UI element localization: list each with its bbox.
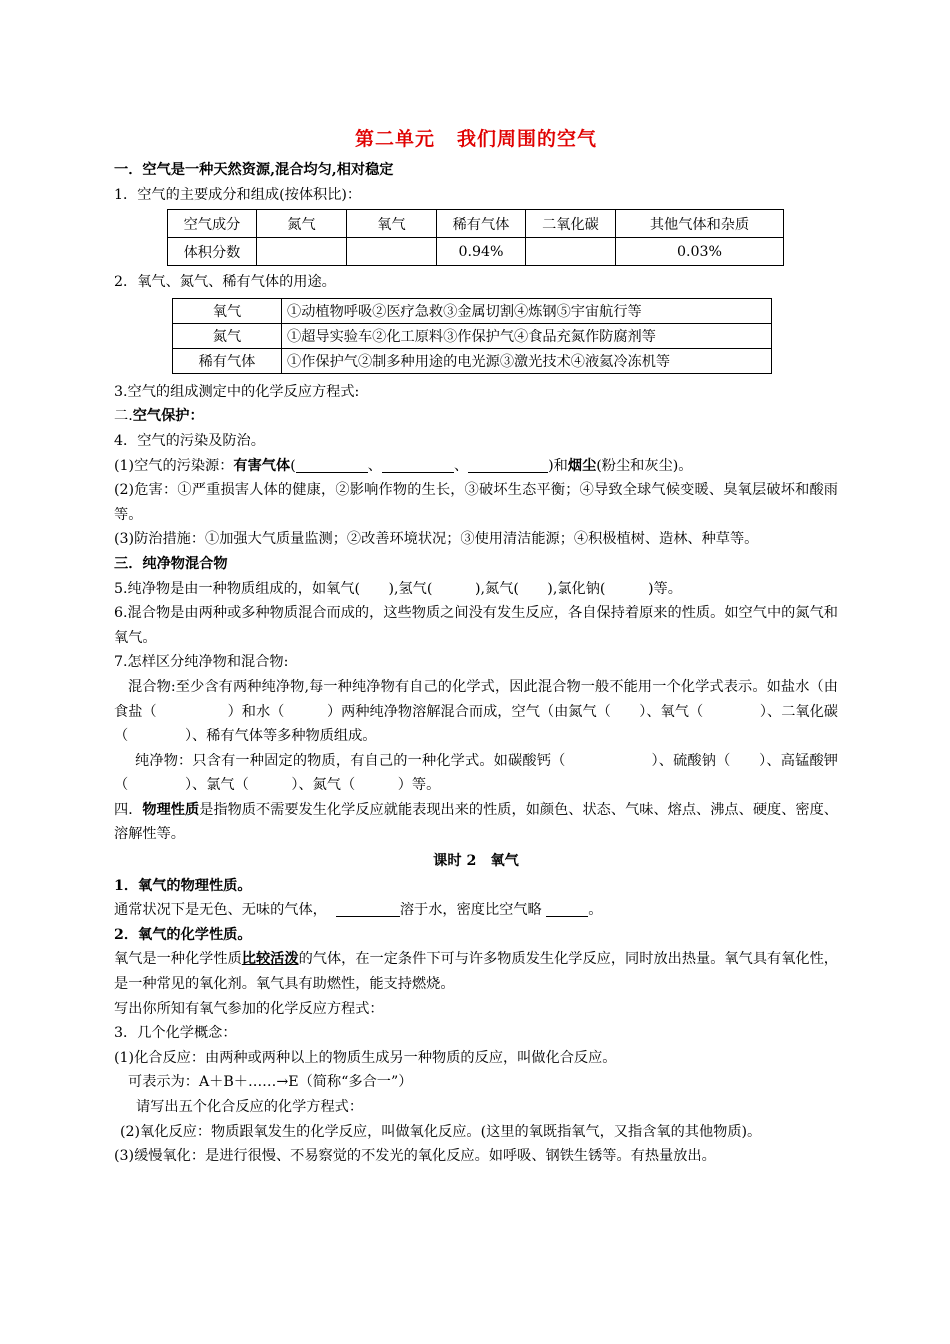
table-cell: ①超导实验车②化工原料③作保护气④食品充氮作防腐剂等 bbox=[282, 323, 772, 348]
table-header-row bbox=[168, 210, 784, 238]
section-3-heading: 三．纯净物混合物 bbox=[114, 555, 228, 572]
answer-blank[interactable] bbox=[546, 901, 588, 917]
text: ( bbox=[290, 457, 296, 474]
text: 、 bbox=[453, 457, 469, 474]
question-2: 2．氧气、氮气、稀有气体的用途。 bbox=[114, 274, 336, 291]
table-row bbox=[173, 323, 772, 348]
question-7: 7.怎样区分纯净物和混合物: bbox=[114, 654, 289, 671]
oxygen-reactions-prompt: 写出你所知有氧气参加的化学反应方程式： bbox=[114, 1000, 384, 1017]
table-cell bbox=[257, 238, 347, 266]
text: 是指物质不需要发生化学反应就能表现出来的性质，如颜色、状态、气味、熔点、沸点、硬度、密度、溶解性等。 bbox=[114, 801, 838, 843]
text: (粉尘和灰尘)。 bbox=[596, 457, 693, 474]
section-4-title: 物理性质 bbox=[142, 801, 200, 818]
table-cell bbox=[526, 238, 616, 266]
table-row bbox=[173, 348, 772, 373]
text: 的气体，在一定条件下可与许多物质发生化学反应，同时放出热量。氧气具有氧化性，是一种常见的氧化剂。氧气具有助燃性，能支持燃烧。 bbox=[114, 951, 838, 993]
question-5: 5.纯净物是由一种物质组成的，如氧气( ),氢气( ),氮气( ),氯化钠( )等。 bbox=[114, 580, 682, 597]
concept-slow-oxidation: (3)缓慢氧化：是进行很慢、不易察觉的不发光的氧化反应。如呼吸、钢铁生锈等。有热量放出。 bbox=[114, 1148, 716, 1165]
section-2-title: 空气保护： bbox=[132, 408, 204, 425]
oxygen-chemical-text bbox=[114, 947, 838, 996]
concept-combination: (1)化合反应：由两种或两种以上的物质生成另一种物质的反应，叫做化合反应。 bbox=[114, 1049, 617, 1066]
table-cell: 稀有气体 bbox=[437, 210, 526, 238]
emphasis-text: 比较活泼 bbox=[241, 951, 299, 968]
table-cell: ①作保护气②制多种用途的电光源③激光技术④液氦冷冻机等 bbox=[282, 348, 772, 373]
table-cell: 二氧化碳 bbox=[526, 210, 616, 238]
table-row bbox=[173, 298, 772, 323]
pollution-hazards: (2)危害：①严重损害人体的健康，②影响作物的生长，③破坏生态平衡；④导致全球气候变暖、臭氧层破坏和酸雨等。 bbox=[114, 482, 838, 523]
section-2-heading bbox=[114, 404, 838, 429]
question-6: 6.混合物是由两种或多种物质混合而成的，这些物质之间没有发生反应，各自保持着原来的性质。如空气中的氮气和氧气。 bbox=[114, 605, 838, 646]
text: 有害气体 bbox=[233, 457, 291, 474]
document-page bbox=[114, 118, 838, 1169]
answer-blank[interactable] bbox=[296, 457, 368, 473]
answer-blank[interactable] bbox=[468, 457, 548, 473]
table-cell: 0.03% bbox=[616, 238, 784, 266]
table-cell bbox=[347, 238, 437, 266]
pure-substance-paragraph: 纯净物：只含有一种固定的物质，有自己的一种化学式。如碳酸钙（ ）、硫酸钠（ ）、高锰酸钾（ ）、氯气（ ）、氮气（ ）等。 bbox=[114, 752, 838, 794]
section-4-number: 四． bbox=[114, 801, 143, 818]
combination-expression: 可表示为：A＋B＋……→E（简称“多合一”） bbox=[128, 1074, 413, 1091]
table-cell: 氮气 bbox=[257, 210, 347, 238]
text: 烟尘 bbox=[567, 457, 597, 474]
table-cell: 空气成分 bbox=[168, 210, 257, 238]
air-composition-table bbox=[167, 209, 784, 266]
section-2-number: 二. bbox=[114, 408, 133, 425]
oxygen-chemical-heading: 2．氧气的化学性质。 bbox=[114, 926, 252, 943]
oxygen-physical-heading: 1．氧气的物理性质。 bbox=[114, 877, 252, 894]
section-4 bbox=[114, 798, 838, 847]
text: 通常状况下是无色、无味的气体， bbox=[114, 902, 327, 919]
table-cell: 体积分数 bbox=[168, 238, 257, 266]
mixture-paragraph: 混合物:至少含有两种纯净物,每一种纯净物有自己的化学式，因此混合物一般不能用一个化学式表示。如盐水（由食盐（ ）和水（ ）两种纯净物溶解混合而成，空气（由氮气（ ）、氧气（ ）、二氧化碳（ ）、稀有气体等多种物质组成。 bbox=[114, 678, 838, 745]
text: 、 bbox=[367, 457, 382, 474]
answer-blank[interactable] bbox=[336, 901, 400, 917]
pollution-sources bbox=[114, 454, 838, 479]
unit-name: 我们周围的空气 bbox=[457, 128, 598, 150]
table-cell: 0.94% bbox=[437, 238, 526, 266]
concept-oxidation: (2)氧化反应：物质跟氧发生的化学反应，叫做氧化反应。(这里的氧既指氧气，又指含氧的其他物质)。 bbox=[120, 1123, 762, 1140]
question-3: 3.空气的组成测定中的化学反应方程式: bbox=[114, 383, 360, 400]
question-1: 1．空气的主要成分和组成(按体积比)： bbox=[114, 186, 362, 203]
text: (1)空气的污染源： bbox=[114, 457, 234, 474]
text: 氧气是一种化学性质 bbox=[114, 951, 242, 968]
table-cell: 其他气体和杂质 bbox=[616, 210, 784, 238]
lesson-2-title: 课时 2 氧气 bbox=[433, 853, 519, 870]
gas-uses-table bbox=[172, 298, 772, 374]
concepts-heading: 3．几个化学概念： bbox=[114, 1025, 237, 1042]
table-cell: 氧气 bbox=[173, 298, 282, 323]
table-row bbox=[168, 238, 784, 266]
text: 。 bbox=[588, 902, 603, 919]
text: 溶于水，密度比空气略 bbox=[399, 902, 542, 919]
table-cell: 氮气 bbox=[173, 323, 282, 348]
text: )和 bbox=[548, 457, 568, 474]
answer-blank[interactable] bbox=[382, 457, 454, 473]
unit-title bbox=[114, 126, 838, 152]
prevention-measures: (3)防治措施：①加强大气质量监测；②改善环境状况；③使用清洁能源；④积极植树、造林、种草等。 bbox=[114, 531, 759, 548]
question-4: 4．空气的污染及防治。 bbox=[114, 432, 265, 449]
combination-prompt: 请写出五个化合反应的化学方程式： bbox=[136, 1099, 364, 1115]
oxygen-physical-text bbox=[114, 898, 838, 923]
section-1-heading: 一．空气是一种天然资源,混合均匀,相对稳定 bbox=[114, 162, 394, 178]
unit-number: 第二单元 bbox=[354, 128, 435, 150]
table-cell: ①动植物呼吸②医疗急救③金属切割④炼钢⑤宇宙航行等 bbox=[282, 298, 772, 323]
table-cell: 稀有气体 bbox=[173, 348, 282, 373]
table-cell: 氧气 bbox=[347, 210, 437, 238]
